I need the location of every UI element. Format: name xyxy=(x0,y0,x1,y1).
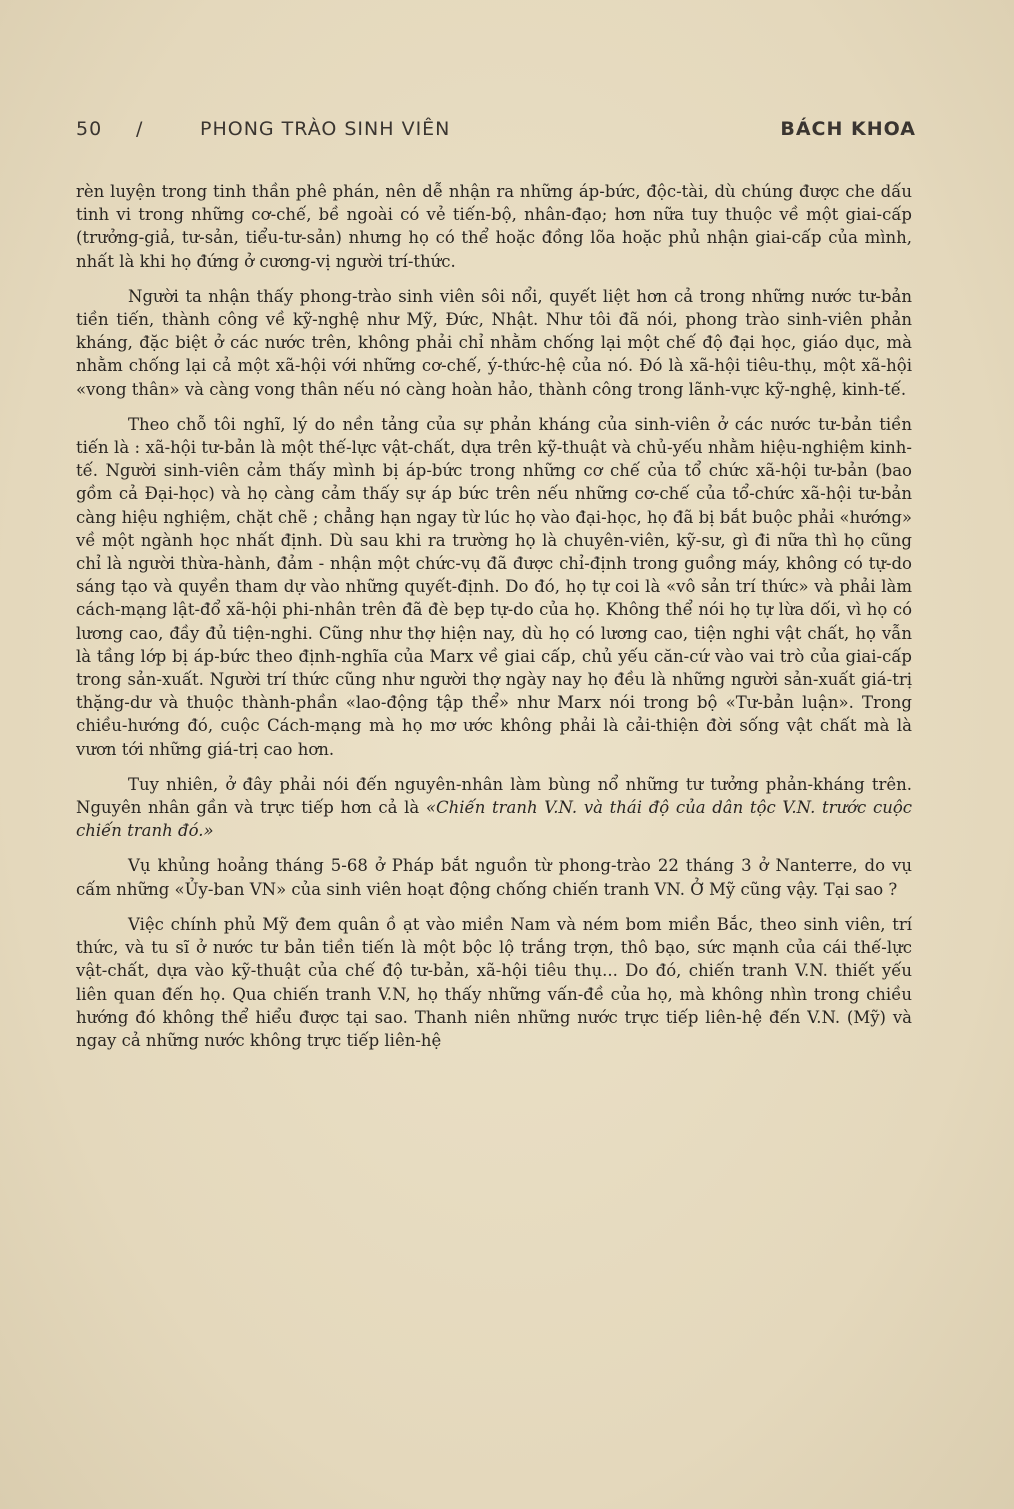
paragraph: rèn luyện trong tinh thần phê phán, nên dễ nhận ra những áp-bức, độc-tài, dù chúng được che dấu tinh vi trong những cơ-chế, bề ngoài có vẻ tiến-bộ, nhân-đạo; hơn nữa tuy thuộc về một giai-cấp (trưởng-giả, tư-sản, tiểu-tư-sản) nhưng họ có thể hoặc đồng lõa hoặc phủ nhận giai-cấp của mình, nhất là khi họ đứng ở cương-vị người trí-thức. xyxy=(76,182,912,271)
journal-name: BÁCH KHOA xyxy=(780,118,916,140)
header-separator: / xyxy=(136,118,144,140)
paragraph-cause-lead: Tuy nhiên, ở đây phải nói đến nguyên-nhân làm bùng nổ những tư tưởng phản-kháng trên. Nguyên nhân gần và trực tiếp hơn cả là xyxy=(76,774,912,818)
paragraph: Theo chỗ tôi nghĩ, lý do nền tảng của sự phản kháng của sinh-viên ở các nước tư-bản tiền tiến là : xã-hội tư-bản là một thế-lực vật-chất, dựa trên kỹ-thuật và chủ-yếu nhằm hiệu-nghiệm kinh-tế. Người sinh-viên cảm thấy mình bị áp-bức trong những cơ chế của tổ chức xã-hội tư-bản (bao gồm cả Đại-học) và họ càng cảm thấy sự áp bức trên nếu những cơ-chế của tổ-chức xã-hội tư-bản càng hiệu nghiệm, chặt chẽ ; chẳng hạn ngay từ lúc họ vào đại-học, họ đã bị bắt buộc phải «hướng» về một ngành học nhất định. Dù sau khi ra trường họ là chuyên-viên, kỹ-sư, gì đi nữa thì họ cũng chỉ là người thừa-hành, đảm - nhận một chức-vụ đã được chỉ-định trong guồng máy, không có tự-do sáng tạo và quyền tham dự vào những quyết-định. Do đó, họ tự coi là «vô sản trí thức» và phải làm cách-mạng lật-đổ xã-hội phi-nhân trên đã đè bẹp tự-do của họ. Không thể nói họ tự lừa dối, vì họ có lương cao, đầy đủ tiện-nghi. Cũng như thợ hiện nay, dù họ có lương cao, tiện nghi vật chất, họ vẫn là tầng lớp bị áp-bức theo định-nghĩa của Marx về giai cấp, chủ yếu căn-cứ vào vai trò của giai-cấp trong sản-xuất. Người trí thức cũng như người thợ ngày nay họ đều là những người sản-xuất giá-trị thặng-dư và thuộc thành-phần «lao-động tập thể» như Marx nói trong bộ «Tư-bản luận». Trong chiều-hướng đó, cuộc Cách-mạng mà họ mơ ước không phải là cải-thiện đời sống vật chất mà là vươn tới những giá-trị cao hơn. xyxy=(76,414,912,759)
paragraph: Vụ khủng hoảng tháng 5-68 ở Pháp bắt nguồn từ phong-trào 22 tháng 3 ở Nanterre, do vụ cấm những «Ủy-ban VN» của sinh viên hoạt động chống chiến tranh VN. Ở Mỹ cũng vậy. Tại sao ? xyxy=(76,856,912,899)
paragraph-cause xyxy=(76,773,912,843)
paragraph: Người ta nhận thấy phong-trào sinh viên sôi nổi, quyết liệt hơn cả trong những nước tư-bản tiền tiến, thành công về kỹ-nghệ như Mỹ, Đức, Nhật. Như tôi đã nói, phong trào sinh-viên phản kháng, đặc biệt ở các nước trên, không phải chỉ nhằm chống lại một chế độ đại học, giáo dục, mà nhằm chống lại cả một xã-hội với những cơ-chế, ý-thức-hệ của nó. Đó là xã-hội tiêu-thụ, một xã-hội «vong thân» và càng vong thân nếu nó càng hoàn hảo, thành công trong lãnh-vực kỹ-nghệ, kinh-tế. xyxy=(76,286,912,399)
page-number: 50 xyxy=(76,118,103,140)
running-header xyxy=(76,118,916,148)
paragraph-cause-quote: «Chiến tranh V.N. và thái độ của dân tộc V.N. trước cuộc chiến tranh đó.» xyxy=(76,798,913,841)
body-text xyxy=(76,180,912,1064)
paragraph: Việc chính phủ Mỹ đem quân ồ ạt vào miền Nam và ném bom miền Bắc, theo sinh viên, trí thức, và tu sĩ ở nước tư bản tiền tiến là một bộc lộ trắng trợn, thô bạo, sức mạnh của cái thế-lực vật-chất, dựa vào kỹ-thuật của chế độ tư-bản, xã-hội tiêu thụ... Do đó, chiến tranh V.N. thiết yếu liên quan đến họ. Qua chiến tranh V.N, họ thấy những vấn-đề của họ, mà không nhìn trong chiều hướng đó không thể hiểu được tại sao. Thanh niên những nước trực tiếp liên-hệ đến V.N. (Mỹ) và ngay cả những nước không trực tiếp liên-hệ xyxy=(76,914,912,1050)
article-title: PHONG TRÀO SINH VIÊN xyxy=(200,118,451,140)
